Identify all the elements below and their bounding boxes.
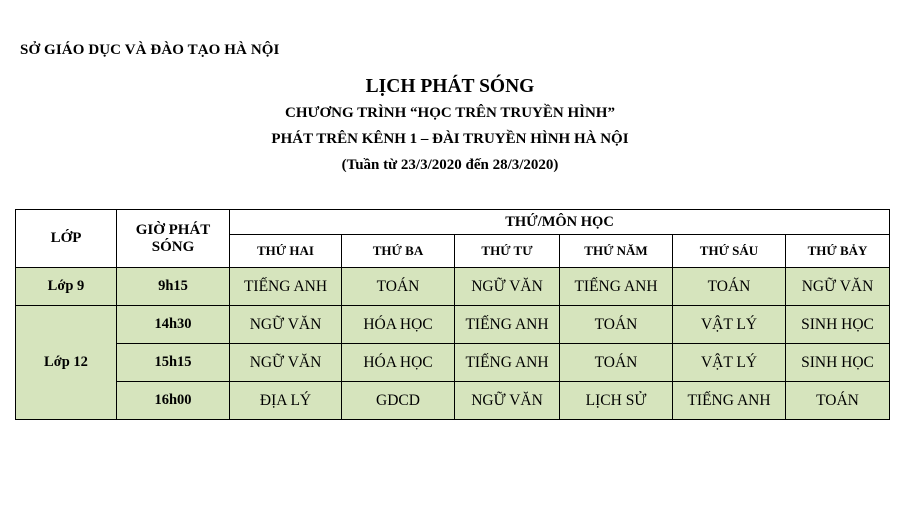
table-row	[16, 306, 890, 344]
subject-cell: VẬT LÝ	[673, 344, 786, 382]
subject-cell: SINH HỌC	[786, 306, 890, 344]
day-header: THỨ HAI	[230, 235, 342, 268]
page-title: LỊCH PHÁT SÓNG	[365, 76, 535, 97]
channel-info: PHÁT TRÊN KÊNH 1 – ĐÀI TRUYỀN HÌNH HÀ NỘI	[271, 131, 629, 147]
subject-cell: TOÁN	[786, 382, 890, 420]
grade-cell: Lớp 12	[16, 306, 117, 420]
subject-cell: TOÁN	[560, 344, 673, 382]
subject-cell: VẬT LÝ	[673, 306, 786, 344]
subject-cell: HÓA HỌC	[342, 344, 455, 382]
week-range: (Tuần từ 23/3/2020 đến 28/3/2020)	[341, 157, 559, 173]
subject-cell: TOÁN	[673, 268, 786, 306]
grade-cell: Lớp 9	[16, 268, 117, 306]
department-name: SỞ GIÁO DỤC VÀ ĐÀO TẠO HÀ NỘI	[20, 42, 280, 58]
table-row	[16, 382, 890, 420]
subject-cell: ĐỊA LÝ	[230, 382, 342, 420]
subject-cell: NGỮ VĂN	[455, 268, 560, 306]
subject-cell: GDCD	[342, 382, 455, 420]
subject-cell: TIẾNG ANH	[455, 306, 560, 344]
time-cell: 14h30	[117, 306, 230, 344]
time-cell: 15h15	[117, 344, 230, 382]
time-cell: 16h00	[117, 382, 230, 420]
subject-cell: TOÁN	[560, 306, 673, 344]
program-name: CHƯƠNG TRÌNH “HỌC TRÊN TRUYỀN HÌNH”	[285, 105, 615, 121]
table-row	[16, 268, 890, 306]
subject-cell: NGỮ VĂN	[455, 382, 560, 420]
subject-cell: SINH HỌC	[786, 344, 890, 382]
class-column-header: LỚP	[16, 210, 117, 268]
time-column-header: GIỜ PHÁT SÓNG	[117, 210, 230, 268]
subject-cell: NGỮ VĂN	[230, 306, 342, 344]
day-header: THỨ SÁU	[673, 235, 786, 268]
subject-cell: NGỮ VĂN	[230, 344, 342, 382]
day-header: THỨ TƯ	[455, 235, 560, 268]
table-row	[16, 344, 890, 382]
day-header: THỨ NĂM	[560, 235, 673, 268]
subject-cell: TIẾNG ANH	[230, 268, 342, 306]
days-group-header: THỨ/MÔN HỌC	[230, 210, 890, 235]
schedule-table	[15, 209, 890, 420]
subject-cell: NGỮ VĂN	[786, 268, 890, 306]
day-header: THỨ BA	[342, 235, 455, 268]
subject-cell: TIẾNG ANH	[455, 344, 560, 382]
day-header: THỨ BẢY	[786, 235, 890, 268]
subject-cell: TIẾNG ANH	[560, 268, 673, 306]
subject-cell: HÓA HỌC	[342, 306, 455, 344]
subject-cell: TIẾNG ANH	[673, 382, 786, 420]
subject-cell: LỊCH SỬ	[560, 382, 673, 420]
subject-cell: TOÁN	[342, 268, 455, 306]
time-cell: 9h15	[117, 268, 230, 306]
